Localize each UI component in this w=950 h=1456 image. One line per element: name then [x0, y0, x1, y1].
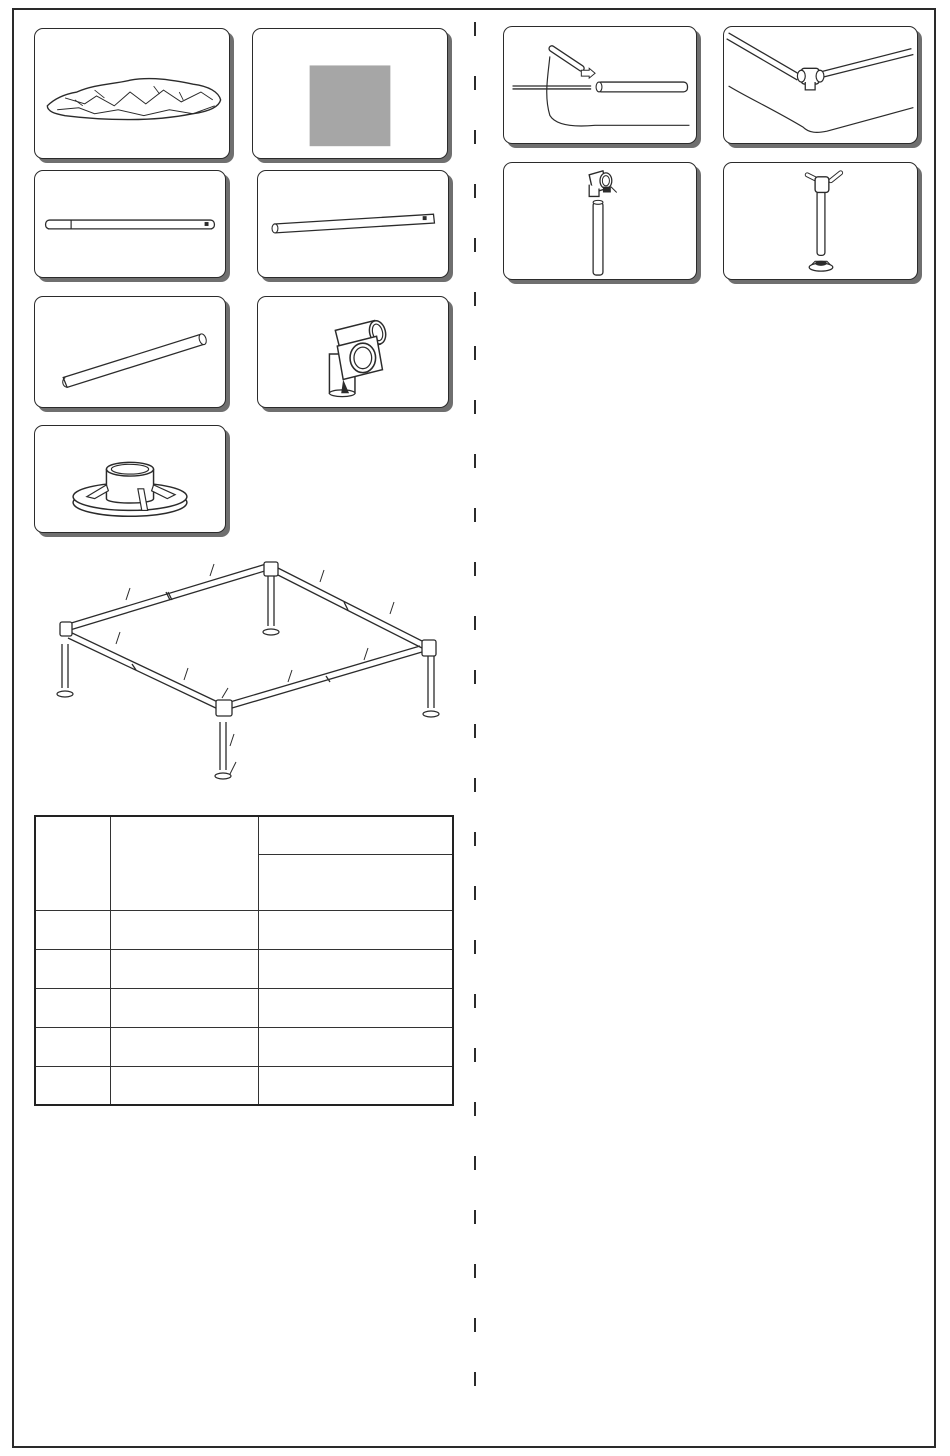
step-corner-joint-panel: [723, 26, 918, 144]
table-header-col3-sub: [259, 854, 454, 910]
part-pipe-b-panel: [257, 170, 449, 278]
table-header-col3: [259, 816, 454, 854]
table-header-col2: [111, 816, 259, 910]
t-joint-icon: [258, 297, 448, 407]
leg-pipe-icon: [35, 297, 225, 407]
pipe-plain-icon: [258, 171, 448, 277]
part-pipe-a-panel: [34, 170, 226, 278]
step-leg-cap-panel: [723, 162, 918, 280]
part-leg-pipe-panel: [34, 296, 226, 408]
table-row: [35, 988, 453, 1027]
part-joint-panel: [257, 296, 449, 408]
part-liner-panel: [34, 28, 230, 159]
step-leg-joint-panel: [503, 162, 697, 280]
gray-swatch-icon: [253, 29, 447, 158]
table-row: [35, 1027, 453, 1066]
pipe-with-pin-icon: [35, 171, 225, 277]
table-row: [35, 1066, 453, 1105]
leg-cap-icon: [35, 426, 225, 532]
leg-cap-attach-icon: [724, 163, 917, 279]
part-leg-cap-panel: [34, 425, 226, 533]
leg-joint-icon: [504, 163, 696, 279]
frame-assembly-diagram: [44, 552, 454, 792]
step-insert-pipe-panel: [503, 26, 697, 144]
insert-pipe-icon: [504, 27, 696, 143]
part-swatch-panel: [252, 28, 448, 159]
table-header-col1: [35, 816, 111, 910]
corner-joint-icon: [724, 27, 917, 143]
table-row: [35, 910, 453, 949]
pool-liner-icon: [35, 29, 229, 158]
table-row: [35, 949, 453, 988]
column-divider: [472, 22, 478, 1392]
parts-table: [34, 815, 454, 1106]
